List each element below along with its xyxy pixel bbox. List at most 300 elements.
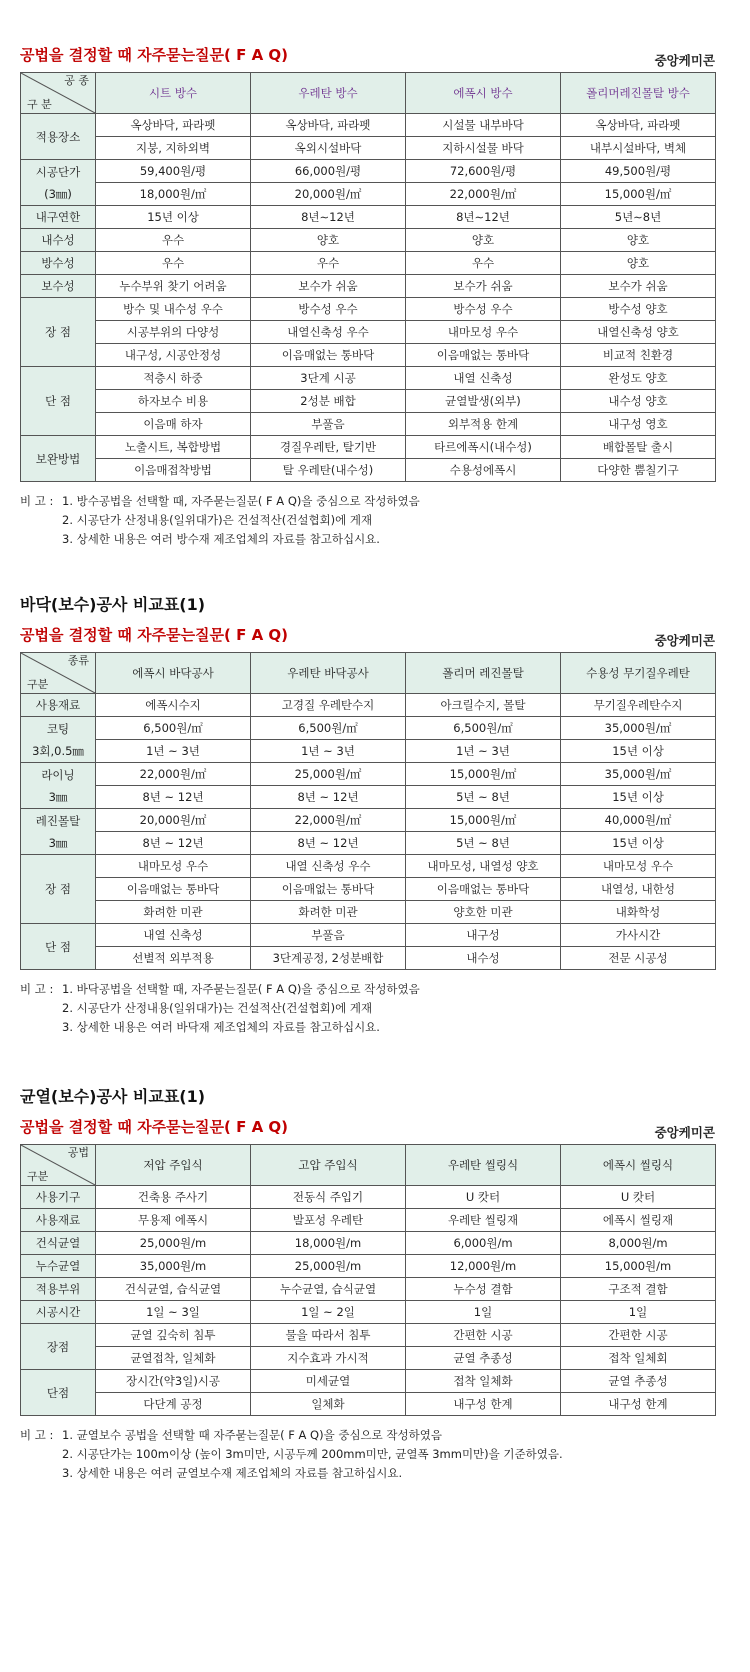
row-label	[21, 1255, 96, 1278]
table-cell: 3단계 시공	[251, 367, 406, 390]
table-cell: 8,000원/m	[561, 1232, 716, 1255]
table-cell: 8년 ~ 12년	[251, 786, 406, 809]
table-cell: 물을 따라서 침투	[251, 1324, 406, 1347]
brand-name: 중앙케미콘	[654, 633, 715, 648]
table-cell: 전동식 주입기	[251, 1186, 406, 1209]
table-row	[21, 1278, 716, 1301]
row-label-line: 시공단가	[35, 164, 81, 179]
row-label-line: 보완방법	[35, 451, 81, 466]
note-text: 3. 상세한 내용은 여러 균열보수재 제조업체의 자료를 참고하십시요.	[62, 1466, 403, 1480]
faq-title	[20, 1116, 715, 1138]
row-label	[21, 367, 96, 436]
note-text: 3. 상세한 내용은 여러 방수재 제조업체의 자료를 참고하십시요.	[62, 532, 380, 546]
table-cell: 양호	[561, 252, 716, 275]
table-row	[21, 694, 716, 717]
table-cell: 이음매접착방법	[96, 459, 251, 482]
table-cell: 15,000원/m	[561, 1255, 716, 1278]
table-cell: 우수	[96, 229, 251, 252]
table-cell: 장시간(약3일)시공	[96, 1370, 251, 1393]
table-header-row	[21, 73, 716, 114]
comparison-table	[20, 1144, 716, 1416]
floor-repair-section	[20, 594, 715, 1037]
table-row	[21, 344, 716, 367]
table-cell: 다양한 뿜칠기구	[561, 459, 716, 482]
notes-label: 비 고 :	[20, 1428, 54, 1442]
table-cell: 균열 추종성	[406, 1347, 561, 1370]
table-cell: 지수효과 가시적	[251, 1347, 406, 1370]
table-cell: 보수가 쉬움	[251, 275, 406, 298]
note-text: 3. 상세한 내용은 여러 바닥재 제조업체의 자료를 참고하십시요.	[62, 1020, 380, 1034]
table-cell: 미세균열	[251, 1370, 406, 1393]
table-row	[21, 137, 716, 160]
table-cell: 우수	[96, 252, 251, 275]
table-cell: 15년 이상	[96, 206, 251, 229]
row-label-line: 3㎜	[48, 789, 68, 804]
table-cell: 8년 ~ 12년	[96, 786, 251, 809]
table-cell: 72,600원/평	[406, 160, 561, 183]
table-cell: 시설물 내부바닥	[406, 114, 561, 137]
row-label-line: 레진몰탈	[35, 813, 81, 828]
brand-name: 중앙케미콘	[654, 1125, 715, 1140]
table-cell: 25,000원/m	[251, 1255, 406, 1278]
table-cell: 18,000원/m	[251, 1232, 406, 1255]
table-row	[21, 367, 716, 390]
note-line	[20, 530, 715, 549]
table-cell: 우레탄 씰링재	[406, 1209, 561, 1232]
table-cell: 15년 이상	[561, 786, 716, 809]
table-cell: 무기질우레탄수지	[561, 694, 716, 717]
table-cell: 지붕, 지하외벽	[96, 137, 251, 160]
table-cell: 20,000원/㎡	[96, 809, 251, 832]
row-label	[21, 809, 96, 855]
column-header: 우레탄 씰링식	[406, 1145, 561, 1186]
table-header-row	[21, 1145, 716, 1186]
table-cell: 옥상바닥, 파라펫	[561, 114, 716, 137]
column-header: 고압 주입식	[251, 1145, 406, 1186]
table-cell: 이음매없는 통바닥	[406, 344, 561, 367]
note-text: 2. 시공단가 산정내용(일위대가)은 건설적산(건설협회)에 게재	[62, 513, 373, 527]
row-label	[21, 114, 96, 160]
note-line	[20, 1426, 715, 1445]
table-cell: 내수성	[406, 947, 561, 970]
table-cell: 25,000원/m	[96, 1232, 251, 1255]
table-cell: 양호	[406, 229, 561, 252]
table-cell: 가사시간	[561, 924, 716, 947]
table-cell: 25,000원/㎡	[251, 763, 406, 786]
table-cell: 양호	[561, 229, 716, 252]
table-cell: 35,000원/m	[96, 1255, 251, 1278]
table-cell: 49,500원/평	[561, 160, 716, 183]
faq-title	[20, 624, 715, 646]
table-cell: 옥외시설바닥	[251, 137, 406, 160]
table-cell: 양호한 미관	[406, 901, 561, 924]
table-row	[21, 114, 716, 137]
table-row	[21, 947, 716, 970]
row-label-line: 시공시간	[35, 1305, 81, 1319]
column-header: 시트 방수	[96, 73, 251, 114]
row-label-line: 단 점	[45, 394, 71, 408]
table-cell: 2성분 배합	[251, 390, 406, 413]
table-row	[21, 809, 716, 832]
table-cell: 화려한 미관	[96, 901, 251, 924]
table-cell: 방수성 우수	[406, 298, 561, 321]
corner-top-label: 종류	[67, 654, 89, 667]
table-cell: 내열성, 내한성	[561, 878, 716, 901]
table-cell: 40,000원/㎡	[561, 809, 716, 832]
table-cell: 누수부위 찾기 어려움	[96, 275, 251, 298]
table-cell: 고경질 우레탄수지	[251, 694, 406, 717]
table-cell: 8년∼12년	[251, 206, 406, 229]
table-cell: 내구성 한계	[406, 1393, 561, 1416]
table-cell: 방수 및 내수성 우수	[96, 298, 251, 321]
table-cell: 내열 신축성	[96, 924, 251, 947]
column-header: 우레탄 바닥공사	[251, 653, 406, 694]
table-cell: 경질우레탄, 탈기반	[251, 436, 406, 459]
table-cell: 내구성, 시공안정성	[96, 344, 251, 367]
table-cell: 외부적용 한계	[406, 413, 561, 436]
table-corner-cell	[21, 653, 96, 694]
table-row	[21, 1370, 716, 1393]
table-cell: 22,000원/㎡	[251, 809, 406, 832]
note-text: 1. 바닥공법을 선택할 때, 자주묻는질문( F A Q)을 중심으로 작성하였음	[62, 982, 420, 996]
table-cell: 일체화	[251, 1393, 406, 1416]
table-cell: 지하시설물 바닥	[406, 137, 561, 160]
faq-title-text: 공법을 결정할 때 자주묻는질문( F A Q)	[20, 46, 289, 64]
table-cell: 부풀음	[251, 924, 406, 947]
table-cell: 우수	[406, 252, 561, 275]
table-cell: 이음매없는 통바닥	[406, 878, 561, 901]
table-cell: 5년 ~ 8년	[406, 786, 561, 809]
table-header-row	[21, 653, 716, 694]
row-label-line: 장점	[46, 1339, 70, 1354]
table-row	[21, 413, 716, 436]
table-cell: 1일 ~ 3일	[96, 1301, 251, 1324]
row-label	[21, 717, 96, 763]
table-row	[21, 1232, 716, 1255]
notes	[20, 980, 715, 1037]
table-row	[21, 717, 716, 740]
row-label	[21, 1186, 96, 1209]
table-corner-cell	[21, 1145, 96, 1186]
row-label	[21, 694, 96, 717]
faq-title	[20, 44, 715, 66]
table-row	[21, 298, 716, 321]
table-row	[21, 1301, 716, 1324]
brand-name: 중앙케미콘	[654, 53, 715, 68]
table-cell: 66,000원/평	[251, 160, 406, 183]
table-cell: 6,500원/㎡	[406, 717, 561, 740]
table-cell: 내마모성 우수	[96, 855, 251, 878]
table-cell: 균열 추종성	[561, 1370, 716, 1393]
note-text: 2. 시공단가 산정내용(일위대가)는 건설적산(건설협회)에 게재	[62, 1001, 373, 1015]
table-row	[21, 459, 716, 482]
corner-top-label: 공법	[67, 1146, 89, 1159]
table-row	[21, 1209, 716, 1232]
note-text: 2. 시공단가는 100m이상 (높이 3m미만, 시공두께 200mm미만, 균열폭 3mm미만)을 기준하였음.	[62, 1447, 563, 1461]
table-cell: 접착 일체회	[561, 1347, 716, 1370]
row-label	[21, 1301, 96, 1324]
table-cell: 다단계 공정	[96, 1393, 251, 1416]
table-row	[21, 1347, 716, 1370]
table-cell: 내화학성	[561, 901, 716, 924]
table-row	[21, 183, 716, 206]
notes-label: 비 고 :	[20, 982, 54, 996]
table-cell: 이음매없는 통바닥	[251, 878, 406, 901]
table-row	[21, 390, 716, 413]
table-cell: 내마모성 우수	[406, 321, 561, 344]
table-cell: 건축용 주사기	[96, 1186, 251, 1209]
row-label-line: 적용장소	[35, 129, 81, 144]
table-cell: 발포성 우레탄	[251, 1209, 406, 1232]
table-cell: 이음매없는 통바닥	[96, 878, 251, 901]
table-corner-cell	[21, 73, 96, 114]
table-cell: 59,400원/평	[96, 160, 251, 183]
table-cell: 무용제 에폭시	[96, 1209, 251, 1232]
table-cell: 20,000원/㎡	[251, 183, 406, 206]
notes	[20, 492, 715, 549]
table-cell: 3단계공정, 2성분배합	[251, 947, 406, 970]
table-cell: 내열 신축성	[406, 367, 561, 390]
faq-title-text: 공법을 결정할 때 자주묻는질문( F A Q)	[20, 1118, 289, 1136]
row-label-line: (3㎜)	[44, 186, 72, 201]
table-cell: 내구성 영호	[561, 413, 716, 436]
notes-label: 비 고 :	[20, 494, 54, 508]
table-row	[21, 1186, 716, 1209]
table-cell: 12,000원/m	[406, 1255, 561, 1278]
table-row	[21, 832, 716, 855]
table-cell: 균열 깊숙히 침투	[96, 1324, 251, 1347]
table-cell: 이음매없는 통바닥	[251, 344, 406, 367]
table-cell: 8년 ~ 12년	[251, 832, 406, 855]
table-cell: 시공부위의 다양성	[96, 321, 251, 344]
table-cell: 1년 ~ 3년	[251, 740, 406, 763]
table-cell: 노출시트, 복합방법	[96, 436, 251, 459]
table-cell: 균열발생(외부)	[406, 390, 561, 413]
table-cell: 6,000원/m	[406, 1232, 561, 1255]
corner-top-label: 공 종	[64, 74, 89, 87]
row-label	[21, 275, 96, 298]
table-cell: 15,000원/㎡	[406, 763, 561, 786]
table-cell: 이음매 하자	[96, 413, 251, 436]
table-cell: 선별적 외부적용	[96, 947, 251, 970]
table-cell: 비교적 친환경	[561, 344, 716, 367]
table-row	[21, 252, 716, 275]
table-cell: 내수성 양호	[561, 390, 716, 413]
table-cell: 6,500원/㎡	[251, 717, 406, 740]
table-cell: 하자보수 비용	[96, 390, 251, 413]
table-cell: 8년 ~ 12년	[96, 832, 251, 855]
comparison-table	[20, 72, 716, 482]
note-line	[20, 980, 715, 999]
note-line	[20, 1445, 715, 1464]
table-cell: 부풀음	[251, 413, 406, 436]
table-row	[21, 436, 716, 459]
table-cell: 건식균열, 습식균열	[96, 1278, 251, 1301]
row-label	[21, 1370, 96, 1416]
table-cell: 15,000원/㎡	[561, 183, 716, 206]
row-label-line: 내수성	[41, 233, 75, 247]
table-row	[21, 740, 716, 763]
note-text: 1. 방수공법을 선택할 때, 자주묻는질문( F A Q)을 중심으로 작성하였음	[62, 494, 420, 508]
table-cell: 15년 이상	[561, 832, 716, 855]
section-heading: 균열(보수)공사 비교표(1)	[20, 1087, 206, 1106]
table-cell: 간편한 시공	[561, 1324, 716, 1347]
table-cell: 균열접착, 일체화	[96, 1347, 251, 1370]
column-header: 에폭시 방수	[406, 73, 561, 114]
table-cell: 보수가 쉬움	[406, 275, 561, 298]
table-cell: 8년∼12년	[406, 206, 561, 229]
table-cell: 누수성 결함	[406, 1278, 561, 1301]
table-row	[21, 855, 716, 878]
table-row	[21, 229, 716, 252]
table-cell: 배합몰탈 출시	[561, 436, 716, 459]
note-line	[20, 1018, 715, 1037]
table-cell: 적층시 하중	[96, 367, 251, 390]
row-label-line: 건식균열	[35, 1236, 81, 1250]
table-cell: 화려한 미관	[251, 901, 406, 924]
row-label	[21, 229, 96, 252]
column-header: 에폭시 씰링식	[561, 1145, 716, 1186]
table-cell: 15년 이상	[561, 740, 716, 763]
table-cell: 누수균열, 습식균열	[251, 1278, 406, 1301]
table-cell: 18,000원/㎡	[96, 183, 251, 206]
section-heading: 바닥(보수)공사 비교표(1)	[20, 595, 206, 614]
row-label-line: 3회,0.5㎜	[32, 743, 84, 758]
table-row	[21, 1324, 716, 1347]
table-cell: 1년 ~ 3년	[406, 740, 561, 763]
column-header: 저압 주입식	[96, 1145, 251, 1186]
row-label	[21, 1209, 96, 1232]
table-cell: 내열 신축성 우수	[251, 855, 406, 878]
faq-title-text: 공법을 결정할 때 자주묻는질문( F A Q)	[20, 626, 289, 644]
table-cell: 5년∼8년	[561, 206, 716, 229]
row-label-line: 누수균열	[35, 1259, 81, 1273]
row-label-line: 사용재료	[35, 1213, 81, 1227]
note-line	[20, 511, 715, 530]
row-label	[21, 924, 96, 970]
comparison-table	[20, 652, 716, 970]
table-cell: 간편한 시공	[406, 1324, 561, 1347]
table-cell: 내구성 한계	[561, 1393, 716, 1416]
table-cell: 내마모성 우수	[561, 855, 716, 878]
row-label-line: 장 점	[45, 325, 71, 339]
row-label-line: 장 점	[45, 882, 71, 896]
table-cell: 1년 ~ 3년	[96, 740, 251, 763]
table-row	[21, 206, 716, 229]
row-label	[21, 436, 96, 482]
table-cell: 수용성에폭시	[406, 459, 561, 482]
table-row	[21, 901, 716, 924]
table-cell: 15,000원/㎡	[406, 809, 561, 832]
row-label-line: 코팅	[46, 721, 70, 736]
table-cell: 아크릴수지, 몰탈	[406, 694, 561, 717]
note-line	[20, 999, 715, 1018]
waterproofing-section	[20, 44, 715, 549]
table-cell: 보수가 쉬움	[561, 275, 716, 298]
column-header: 우레탄 방수	[251, 73, 406, 114]
table-cell: 탈 우레탄(내수성)	[251, 459, 406, 482]
note-line	[20, 1464, 715, 1483]
table-cell: 내열신축성 양호	[561, 321, 716, 344]
row-label-line: 보수성	[41, 279, 75, 293]
row-label	[21, 763, 96, 809]
column-header: 폴리머레진몰탈 방수	[561, 73, 716, 114]
table-cell: 1일	[561, 1301, 716, 1324]
table-cell: 6,500원/㎡	[96, 717, 251, 740]
table-cell: 접착 일체화	[406, 1370, 561, 1393]
table-cell: 에폭시수지	[96, 694, 251, 717]
row-label-line: 라이닝	[41, 767, 75, 782]
row-label-line: 단점	[46, 1385, 70, 1400]
crack-repair-section	[20, 1086, 715, 1483]
table-cell: 내부시설바닥, 벽체	[561, 137, 716, 160]
table-cell: 전문 시공성	[561, 947, 716, 970]
table-cell: 1일 ~ 2일	[251, 1301, 406, 1324]
row-label	[21, 298, 96, 367]
row-label-line: 사용기구	[35, 1190, 81, 1204]
table-cell: 양호	[251, 229, 406, 252]
row-label	[21, 160, 96, 206]
table-cell: 내마모성, 내열성 양호	[406, 855, 561, 878]
table-row	[21, 763, 716, 786]
column-header: 수용성 무기질우레탄	[561, 653, 716, 694]
row-label	[21, 1278, 96, 1301]
table-cell: U 캇터	[561, 1186, 716, 1209]
table-cell: 에폭시 씰링재	[561, 1209, 716, 1232]
table-row	[21, 1393, 716, 1416]
table-cell: 완성도 양호	[561, 367, 716, 390]
table-cell: 1일	[406, 1301, 561, 1324]
table-row	[21, 160, 716, 183]
column-header: 폴리머 레진몰탈	[406, 653, 561, 694]
row-label	[21, 252, 96, 275]
table-cell: 35,000원/㎡	[561, 763, 716, 786]
corner-bottom-label: 구분	[27, 678, 49, 691]
corner-bottom-label: 구 분	[27, 98, 52, 111]
row-label	[21, 1232, 96, 1255]
row-label	[21, 206, 96, 229]
table-cell: 35,000원/㎡	[561, 717, 716, 740]
table-row	[21, 786, 716, 809]
note-line	[20, 492, 715, 511]
table-row	[21, 924, 716, 947]
table-cell: 옥상바닥, 파라펫	[251, 114, 406, 137]
corner-bottom-label: 구분	[27, 1170, 49, 1183]
table-cell: 22,000원/㎡	[96, 763, 251, 786]
note-text: 1. 균열보수 공법을 선택할 때 자주묻는질문( F A Q)을 중심으로 작성하였음	[62, 1428, 442, 1442]
table-cell: 우수	[251, 252, 406, 275]
table-row	[21, 275, 716, 298]
table-cell: U 캇터	[406, 1186, 561, 1209]
row-label-line: 단 점	[45, 939, 71, 954]
table-cell: 방수성 양호	[561, 298, 716, 321]
row-label-line: 사용재료	[35, 698, 81, 712]
table-cell: 타르에폭시(내수성)	[406, 436, 561, 459]
table-row	[21, 1255, 716, 1278]
table-row	[21, 321, 716, 344]
row-label	[21, 1324, 96, 1370]
notes	[20, 1426, 715, 1483]
table-cell: 내구성	[406, 924, 561, 947]
table-cell: 내열신축성 우수	[251, 321, 406, 344]
table-cell: 5년 ~ 8년	[406, 832, 561, 855]
table-cell: 방수성 우수	[251, 298, 406, 321]
table-cell: 구조적 결함	[561, 1278, 716, 1301]
table-cell: 옥상바닥, 파라펫	[96, 114, 251, 137]
row-label-line: 적용부위	[35, 1282, 81, 1296]
table-row	[21, 878, 716, 901]
row-label-line: 내구연한	[35, 210, 81, 224]
